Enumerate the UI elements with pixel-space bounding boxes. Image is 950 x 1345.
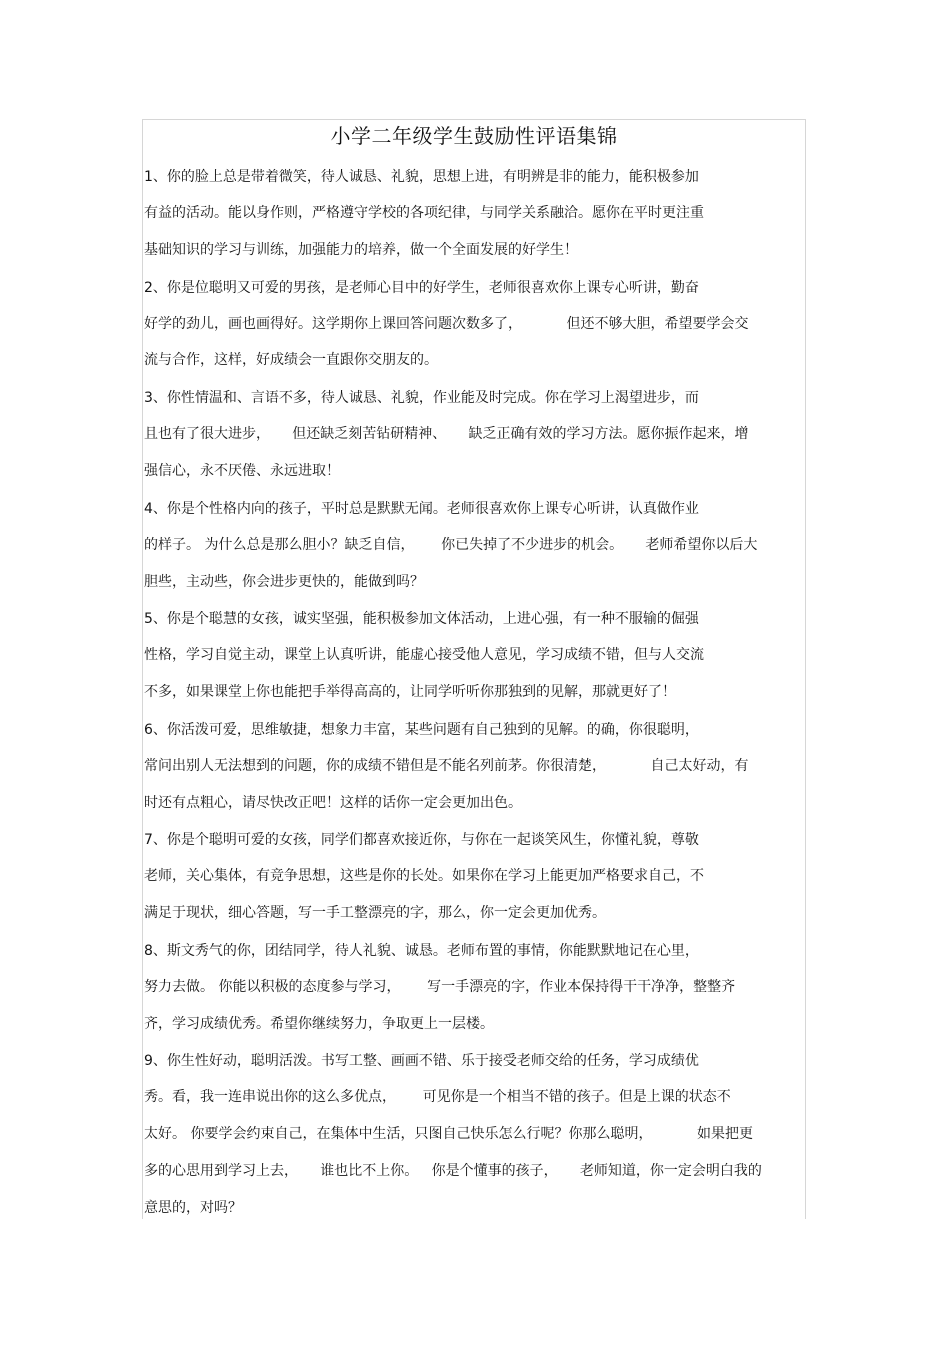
text-line: 太好。 你要学会约束自己，在集体中生活，只图自己快乐怎么行呢？你那么聪明， 如果把更 [144, 1126, 753, 1142]
text-line: 常问出别人无法想到的问题，你的成绩不错但是不能名列前茅。你很清楚， 自己太好动，有 [144, 758, 749, 774]
document-title: 小学二年级学生鼓励性评语集锦 [330, 124, 618, 148]
text-line: 流与合作，这样，好成绩会一直跟你交朋友的。 [144, 352, 438, 368]
text-line: 努力去做。 你能以积极的态度参与学习， 写一手漂亮的字，作业本保持得干干净净，整整齐 [144, 979, 736, 995]
text-line: 且也有了很大进步， 但还缺乏刻苦钻研精神、 缺乏正确有效的学习方法。愿你振作起来，增 [144, 426, 749, 442]
text-line: 5、你是个聪慧的女孩，诚实坚强，能积极参加文体活动，上进心强，有一种不服输的倔强 [144, 611, 699, 627]
text-line: 齐，学习成绩优秀。希望你继续努力，争取更上一层楼。 [144, 1016, 494, 1032]
text-line: 4、你是个性格内向的孩子，平时总是默默无闻。老师很喜欢你上课专心听讲，认真做作业 [144, 501, 699, 517]
text-line: 6、你活泼可爱，思维敏捷，想象力丰富，某些问题有自己独到的见解。的确，你很聪明， [144, 722, 699, 738]
text-line: 老师，关心集体，有竞争思想，这些是你的长处。如果你在学习上能更加严格要求自己，不 [144, 868, 704, 884]
text-line: 胆些，主动些，你会进步更快的，能做到吗？ [144, 574, 424, 590]
text-line: 强信心，永不厌倦、永远进取！ [144, 463, 340, 479]
text-line: 7、你是个聪明可爱的女孩，同学们都喜欢接近你，与你在一起谈笑风生，你懂礼貌，尊敬 [144, 832, 699, 848]
text-line: 有益的活动。能以身作则，严格遵守学校的各项纪律，与同学关系融洽。愿你在平时更注重 [144, 205, 704, 221]
text-line: 8、斯文秀气的你，团结同学，待人礼貌、诚恳。老师布置的事情，你能默默地记在心里， [144, 943, 699, 959]
text-line: 2、你是位聪明又可爱的男孩，是老师心目中的好学生，老师很喜欢你上课专心听讲，勤奋 [144, 280, 699, 296]
text-line: 好学的劲儿，画也画得好。这学期你上课回答问题次数多了， 但还不够大胆，希望要学会交 [144, 316, 749, 332]
text-line: 不多，如果课堂上你也能把手举得高高的，让同学听听你那独到的见解，那就更好了！ [144, 684, 676, 700]
text-line: 3、你性情温和、言语不多，待人诚恳、礼貌，作业能及时完成。你在学习上渴望进步，而 [144, 390, 699, 406]
text-line: 满足于现状，细心答题，写一手工整漂亮的字，那么，你一定会更加优秀。 [144, 905, 606, 921]
text-line: 9、你生性好动，聪明活泼。书写工整、画画不错、乐于接受老师交给的任务，学习成绩优 [144, 1053, 699, 1069]
text-line: 秀。看，我一连串说出你的这么多优点， 可见你是一个相当不错的孩子。但是上课的状态不 [144, 1089, 731, 1105]
text-line: 性格，学习自觉主动，课堂上认真听讲，能虚心接受他人意见，学习成绩不错，但与人交流 [144, 647, 704, 663]
text-line: 基础知识的学习与训练，加强能力的培养，做一个全面发展的好学生！ [144, 242, 578, 258]
text-line: 1、你的脸上总是带着微笑，待人诚恳、礼貌，思想上进，有明辨是非的能力，能积极参加 [144, 169, 699, 185]
text-line: 的样子。 为什么总是那么胆小？缺乏自信， 你已失掉了不少进步的机会。 老师希望你以后大 [144, 537, 758, 553]
text-line: 多的心思用到学习上去， 谁也比不上你。 你是个懂事的孩子， 老师知道，你一定会明白我的 [144, 1163, 762, 1179]
text-line: 时还有点粗心，请尽快改正吧！这样的话你一定会更加出色。 [144, 795, 522, 811]
text-line: 意思的，对吗？ [144, 1200, 242, 1216]
